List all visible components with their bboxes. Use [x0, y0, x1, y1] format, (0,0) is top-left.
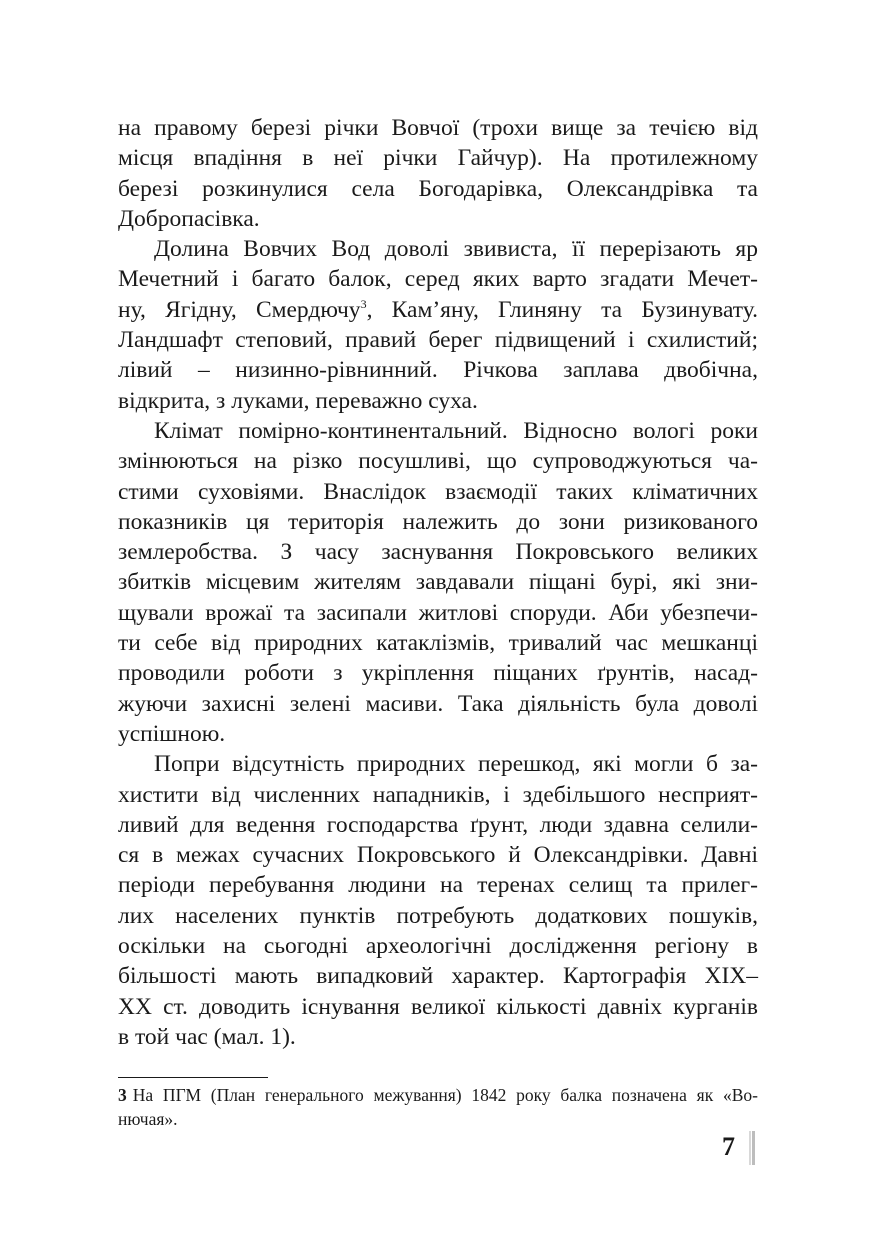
footnote-separator [118, 1077, 268, 1078]
text-line: більшості мають випадковий характер. Картографія ХІХ– [118, 963, 758, 990]
text-line: на правому березі річки Вовчої (трохи вище за течією від [118, 115, 758, 141]
page-number: 7 [722, 1132, 735, 1161]
text-line: в той час (мал. 1). [118, 1023, 296, 1050]
text-line: ти себе від природних катаклізмів, тривалий час мешканці [118, 630, 758, 657]
text-line: успішною. [118, 720, 226, 747]
text-line: стими суховіями. Внаслідок взаємодії таких кліматичних [118, 478, 758, 505]
text-line: лих населених пунктів потребують додаткових пошуків, [118, 902, 758, 929]
text-line: Ландшафт степовий, правий берег підвищений і схилистий; [118, 327, 758, 354]
footnote [118, 1083, 758, 1131]
text-line: Мечетний і багато балок, серед яких варто згадати Мечет- [118, 266, 758, 293]
text-segment: , Кам’яну, Глиняну та Бузинувату. [366, 296, 758, 323]
text-line: ливий для ведення господарства ґрунт, люди здавна селили- [118, 811, 758, 838]
text-line: щували врожаї та засипали житлові споруди. Аби убезпечи- [118, 599, 758, 626]
text-line: березі розкинулися села Богодарівка, Олександрівка та [118, 175, 758, 202]
text-line: жуючи захисні зелені масиви. Така діяльність була доволі [118, 690, 758, 717]
paragraph-2 [118, 234, 758, 416]
text-line [118, 295, 758, 325]
footnote-line: нючая». [118, 1109, 178, 1129]
text-line: Долина Вовчих Вод доволі звивиста, її перерізають яр [154, 236, 758, 263]
text-line: ХХ ст. доводить існування великої кількості давніх курганів [118, 993, 758, 1020]
text-line: показників ця територія належить до зони ризикованого [118, 508, 758, 535]
text-line: збитків місцевим жителям завдавали піщані бурі, які зни- [118, 569, 758, 596]
text-line: Клімат помірно-континентальний. Відносно вологі роки [154, 417, 758, 444]
text-line: Добропасівка. [118, 205, 260, 232]
text-line: періоди перебування людини на теренах селищ та прилег- [118, 872, 758, 899]
text-line: відкрита, з луками, переважно суха. [118, 387, 478, 414]
text-line: оскільки на сьогодні археологічні дослідження регіону в [118, 933, 758, 960]
text-line: проводили роботи з укріплення піщаних ґрунтів, насад- [118, 660, 758, 687]
text-line: Попри відсутність природних перешкод, які могли б за- [154, 751, 758, 778]
text-line: змінюються на різко посушливі, що супроводжуються ча- [118, 448, 758, 475]
footnote-number: 3 [118, 1085, 127, 1105]
footnote-line [118, 1083, 758, 1107]
text-segment: ну, Ягідну, Смердючу [118, 296, 361, 323]
text-line: місця впадіння в неї річки Гайчур). На протилежному [118, 145, 758, 172]
footnote-reference[interactable]: 3 [360, 296, 367, 311]
text-line: хистити від численних нападників, і здебільшого несприят- [118, 781, 758, 808]
footnote-text: На ПГМ (План генерального межування) 1842 року балка позначена як «Во- [132, 1085, 758, 1105]
paragraph-3 [118, 416, 758, 749]
paragraph-4 [118, 749, 758, 1052]
body-text [118, 113, 758, 1052]
text-line: ся в межах сучасних Покровського й Олександрівки. Давні [118, 842, 758, 869]
paragraph-1 [118, 113, 758, 234]
page-edge-marker [749, 1131, 755, 1165]
text-line: лівий – низинно-рівнинний. Річкова заплава двобічна, [118, 357, 758, 384]
text-line: землеробства. З часу заснування Покровського великих [118, 539, 758, 566]
